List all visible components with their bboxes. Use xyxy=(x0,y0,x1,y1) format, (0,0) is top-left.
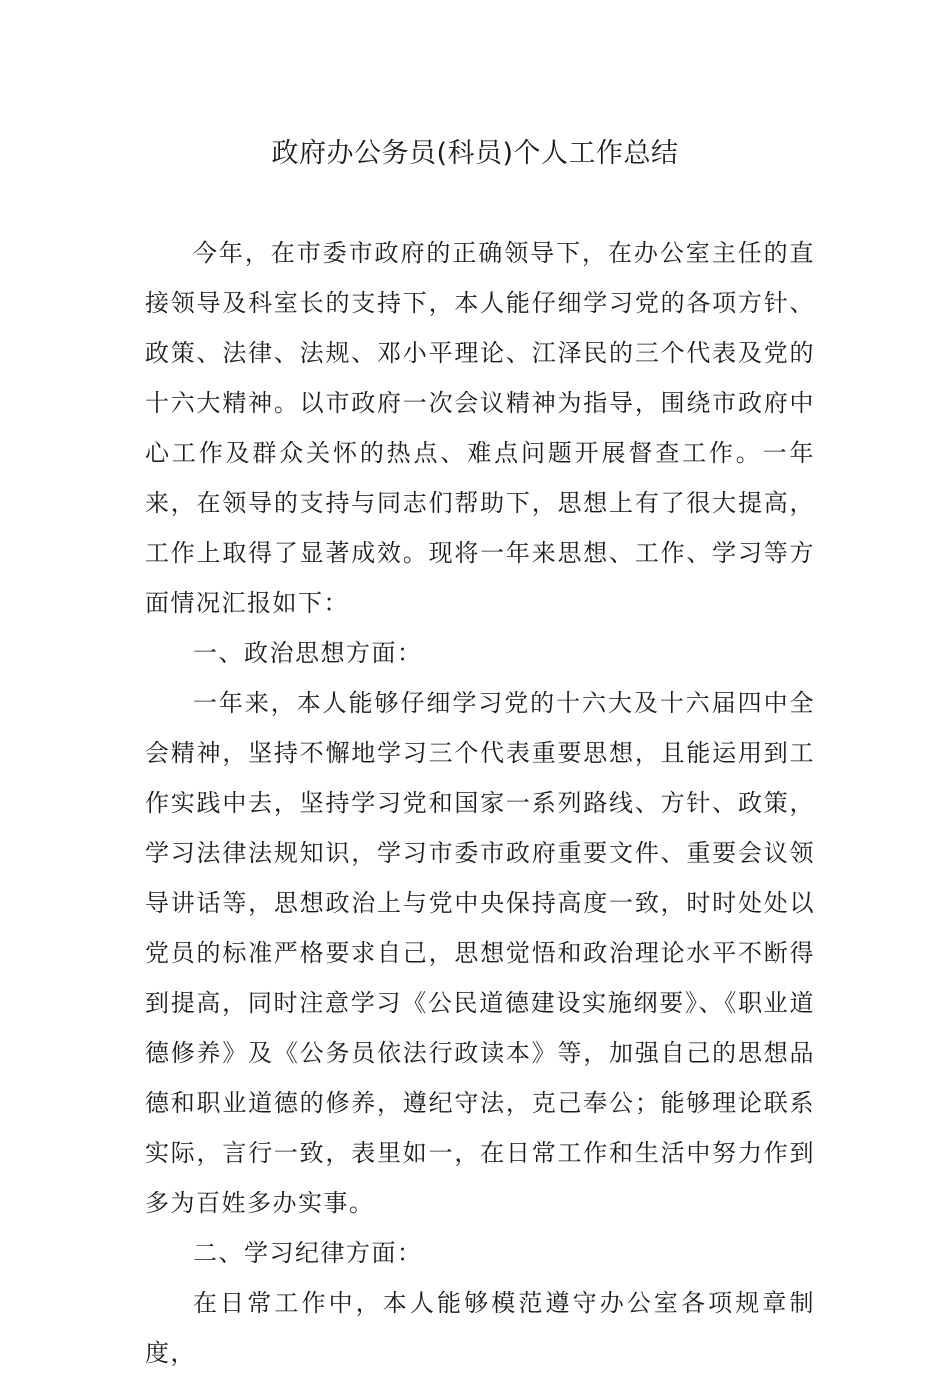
section-heading-discipline: 二、学习纪律方面： xyxy=(193,1239,423,1267)
paragraph-discipline: 在日常工作中，本人能够模范遵守办公室各项规章制度， xyxy=(145,1289,815,1367)
paragraph-political: 一年来，本人能够仔细学习党的十六大及十六届四中全会精神，坚持不懈地学习三个代表重要思想，且能运用到工作实践中去，坚持学习党和国家一系列路线、方针、政策，学习法律法规知识，学习市委市政府重要文件、重要会议领导讲话等，思想政治上与党中央保持高度一致，时时处处以党员的标准严格要求自己，思想觉悟和政治理论水平不断得到提高，同时注意学习《公民道德建设实施纲要》、《职业道德修养》及《公务员依法行政读本》等，加强自己的思想品德和职业道德的修养，遵纪守法，克己奉公；能够理论联系实际，言行一致，表里如一，在日常工作和生活中努力作到多为百姓多办实事。 xyxy=(145,689,815,1217)
section-heading-political: 一、政治思想方面： xyxy=(193,639,423,667)
document-title: 政府办公务员(科员)个人工作总结 xyxy=(271,138,679,169)
document-body xyxy=(145,228,815,1378)
paragraph-intro: 今年，在市委市政府的正确领导下，在办公室主任的直接领导及科室长的支持下，本人能仔细学习党的各项方针、政策、法律、法规、邓小平理论、江泽民的三个代表及党的十六大精神。以市政府一次会议精神为指导，围绕市政府中心工作及群众关怀的热点、难点问题开展督查工作。一年来，在领导的支持与同志们帮助下，思想上有了很大提高，工作上取得了显著成效。现将一年来思想、工作、学习等方面情况汇报如下： xyxy=(145,239,815,617)
